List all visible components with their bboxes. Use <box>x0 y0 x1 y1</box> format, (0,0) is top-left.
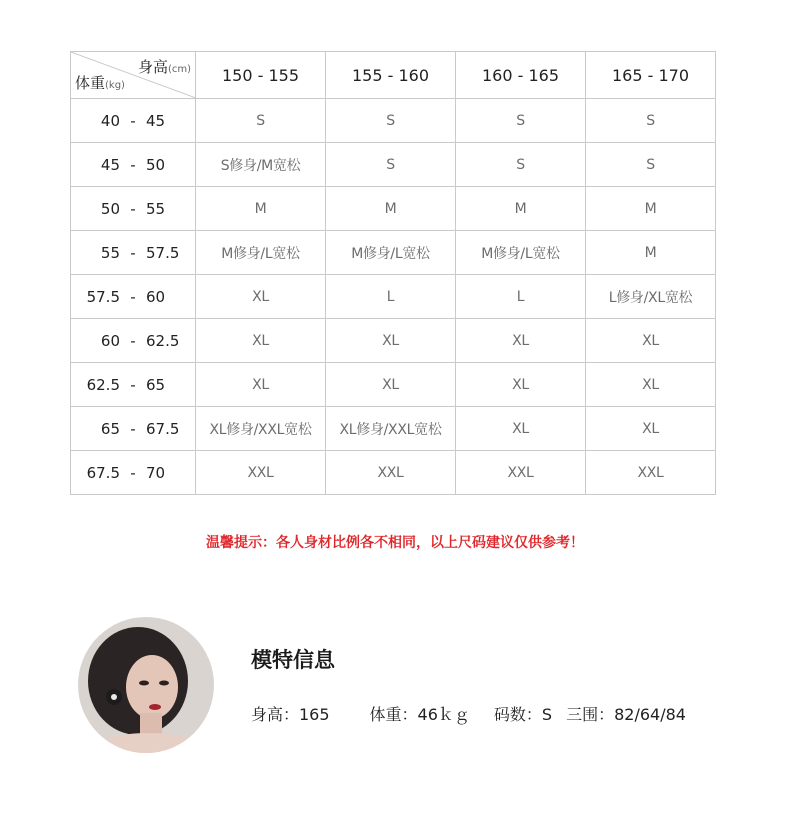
size-cell: S <box>326 99 456 143</box>
size-cell: S <box>456 99 586 143</box>
weight-from: 62.5 <box>86 375 120 394</box>
size-cell: M <box>586 187 716 231</box>
weight-range-header <box>71 99 196 143</box>
size-cell: XL <box>196 275 326 319</box>
table-row <box>71 143 716 187</box>
table-row <box>71 363 716 407</box>
size-cell: S <box>586 143 716 187</box>
weight-from: 45 <box>100 155 120 174</box>
table-row <box>71 319 716 363</box>
weight-from: 65 <box>100 419 120 438</box>
weight-range-header <box>71 143 196 187</box>
weight-range-header <box>71 275 196 319</box>
size-cell: M <box>456 187 586 231</box>
size-cell: S <box>586 99 716 143</box>
weight-axis-label: 体重(kg) <box>75 74 125 92</box>
weight-dash: - <box>130 287 136 306</box>
weight-dash: - <box>130 155 136 174</box>
size-cell: L修身/XL宽松 <box>586 275 716 319</box>
model-size: 码数：S <box>493 705 553 724</box>
size-cell: M <box>326 187 456 231</box>
weight-from: 40 <box>100 111 120 130</box>
weight-from: 50 <box>100 199 120 218</box>
weight-range-header <box>71 451 196 495</box>
weight-to: 60 <box>146 287 166 306</box>
weight-from: 67.5 <box>86 463 120 482</box>
table-row <box>71 275 716 319</box>
size-cell: XL <box>586 407 716 451</box>
height-range-header: 160 - 165 <box>456 52 586 99</box>
weight-to: 45 <box>146 111 166 130</box>
model-info-line <box>251 702 686 725</box>
size-cell: XXL <box>586 451 716 495</box>
size-cell: XL修身/XXL宽松 <box>196 407 326 451</box>
weight-to: 62.5 <box>146 331 180 350</box>
weight-from: 60 <box>100 331 120 350</box>
corner-cell <box>71 52 196 99</box>
table-row <box>71 187 716 231</box>
model-info-title: 模特信息 <box>251 648 335 672</box>
size-chart-table <box>70 51 716 495</box>
size-cell: M修身/L宽松 <box>196 231 326 275</box>
size-cell: XL <box>586 319 716 363</box>
size-cell: S <box>196 99 326 143</box>
model-avatar <box>78 617 214 753</box>
height-range-header: 150 - 155 <box>196 52 326 99</box>
size-cell: XXL <box>456 451 586 495</box>
size-cell: XL <box>196 363 326 407</box>
weight-range-header <box>71 363 196 407</box>
weight-range-header <box>71 231 196 275</box>
weight-from: 57.5 <box>86 287 120 306</box>
model-measurements: 三围：82/64/84 <box>566 705 686 724</box>
size-cell: XL <box>456 407 586 451</box>
size-cell: S <box>456 143 586 187</box>
size-cell: XL <box>196 319 326 363</box>
height-range-header: 165 - 170 <box>586 52 716 99</box>
model-height: 身高：165 <box>251 705 330 724</box>
weight-dash: - <box>130 463 136 482</box>
weight-dash: - <box>130 111 136 130</box>
weight-dash: - <box>130 199 136 218</box>
model-weight: 体重：46ｋｇ <box>369 705 470 724</box>
weight-from: 55 <box>100 243 120 262</box>
weight-range-header <box>71 187 196 231</box>
weight-to: 50 <box>146 155 166 174</box>
size-cell: S <box>326 143 456 187</box>
size-cell: XL修身/XXL宽松 <box>326 407 456 451</box>
table-row <box>71 407 716 451</box>
size-cell: M <box>586 231 716 275</box>
weight-to: 67.5 <box>146 419 180 438</box>
size-cell: XL <box>326 319 456 363</box>
weight-dash: - <box>130 375 136 394</box>
size-cell: XL <box>586 363 716 407</box>
tip-notice: 温馨提示：各人身材比例各不相同，以上尺码建议仅供参考！ <box>206 535 584 551</box>
size-cell: M修身/L宽松 <box>456 231 586 275</box>
weight-dash: - <box>130 331 136 350</box>
table-row <box>71 231 716 275</box>
size-cell: XL <box>326 363 456 407</box>
size-cell: XL <box>456 319 586 363</box>
size-cell: XXL <box>326 451 456 495</box>
header-row <box>71 52 716 99</box>
size-cell: S修身/M宽松 <box>196 143 326 187</box>
table-row <box>71 99 716 143</box>
size-cell: M修身/L宽松 <box>326 231 456 275</box>
height-axis-label: 身高(cm) <box>137 58 191 76</box>
size-cell: M <box>196 187 326 231</box>
table-row <box>71 451 716 495</box>
weight-to: 55 <box>146 199 166 218</box>
size-cell: L <box>326 275 456 319</box>
weight-range-header <box>71 319 196 363</box>
weight-range-header <box>71 407 196 451</box>
weight-to: 57.5 <box>146 243 180 262</box>
height-range-header: 155 - 160 <box>326 52 456 99</box>
weight-dash: - <box>130 243 136 262</box>
weight-dash: - <box>130 419 136 438</box>
size-cell: XL <box>456 363 586 407</box>
weight-to: 70 <box>146 463 166 482</box>
weight-to: 65 <box>146 375 166 394</box>
size-cell: XXL <box>196 451 326 495</box>
size-cell: L <box>456 275 586 319</box>
